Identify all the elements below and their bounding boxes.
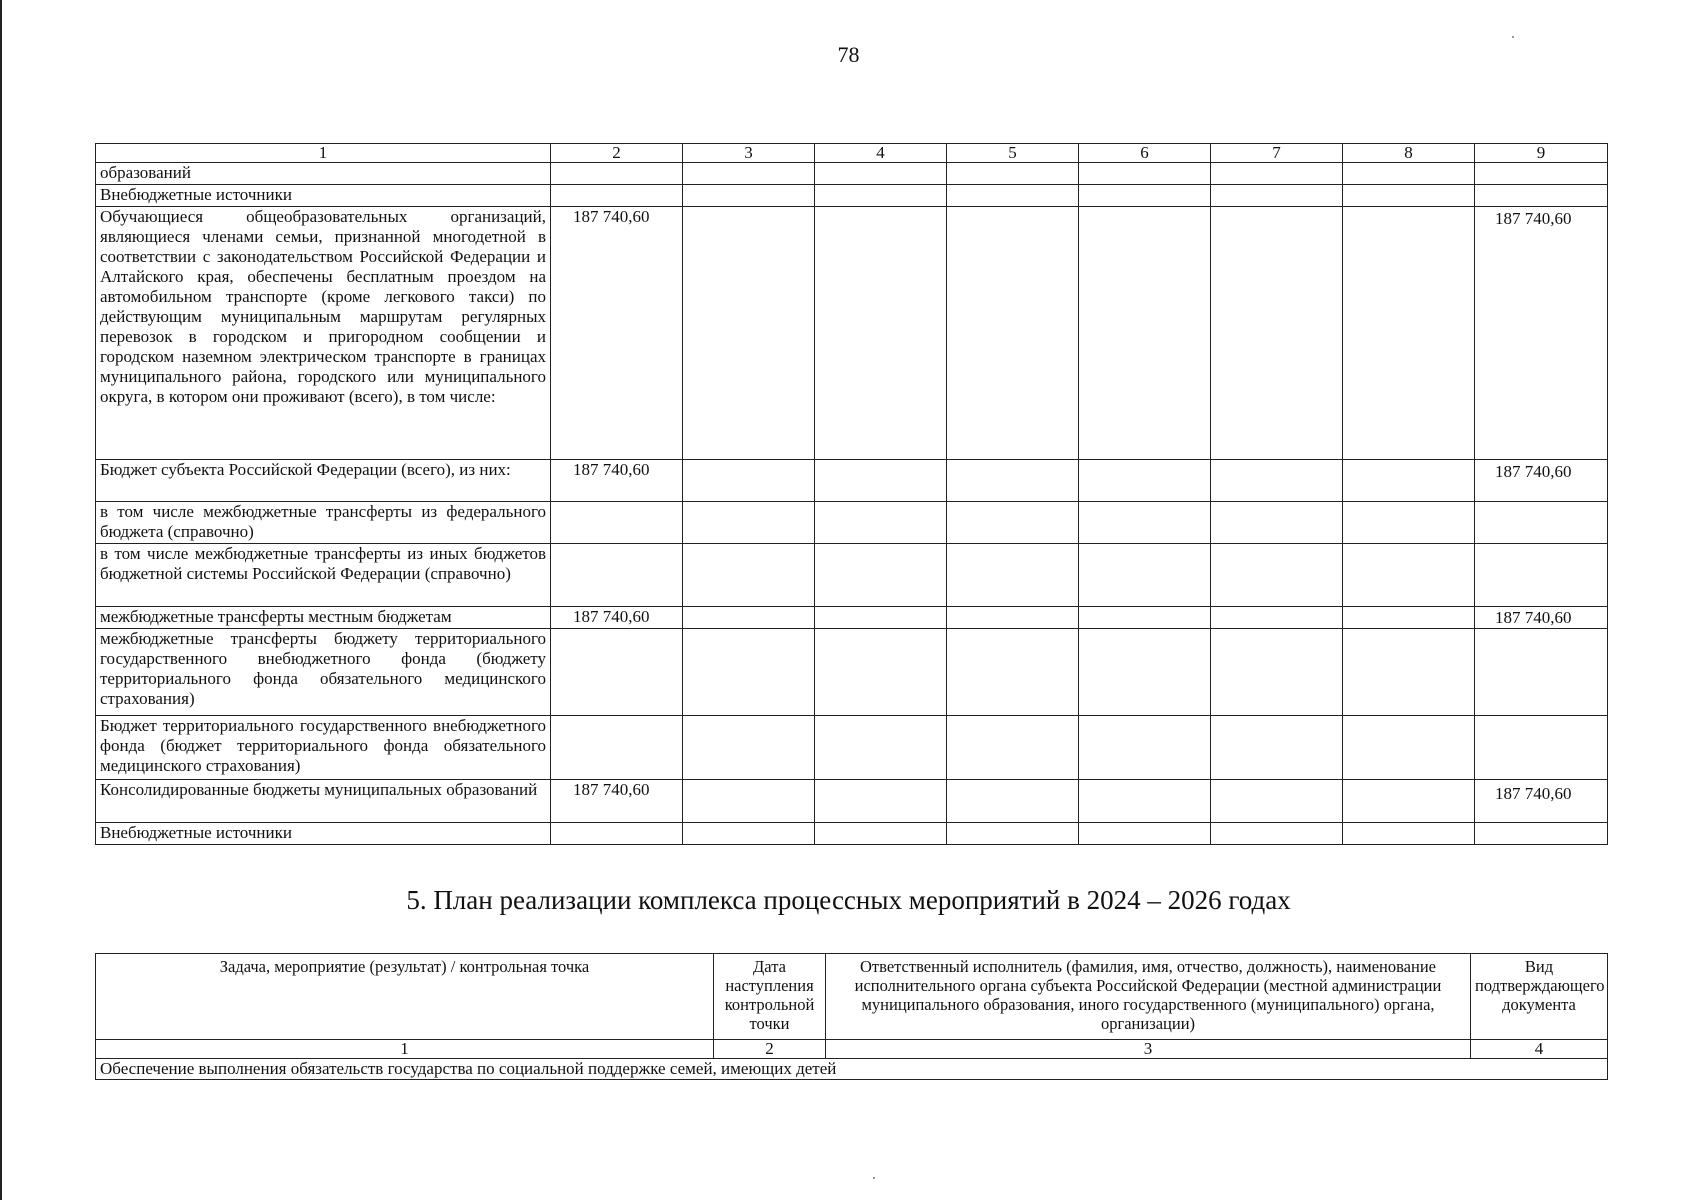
column-number: 9 [1475, 144, 1608, 163]
row-label: Бюджет территориального государственного внебюджетного фонда (бюджет территориального фонда обязательного медицинского страхования) [96, 716, 551, 780]
column-number: 1 [96, 144, 551, 163]
funding-table [95, 143, 1608, 845]
value-col9: 187 740,60 [1475, 207, 1608, 460]
column-number: 5 [947, 144, 1079, 163]
value-col2 [551, 544, 683, 607]
plan-table-header [96, 954, 1608, 1040]
column-number: 2 [714, 1040, 826, 1059]
page-number: 78 [837, 42, 860, 67]
row-label: Внебюджетные источники [96, 823, 551, 845]
value-col2 [551, 629, 683, 716]
value-col2: 187 740,60 [551, 460, 683, 502]
value-col9 [1475, 716, 1608, 780]
task-label: Обеспечение выполнения обязательств государства по социальной поддержке семей, имеющих детей [96, 1059, 1608, 1080]
scan-speck [873, 1177, 875, 1179]
value-col9 [1475, 502, 1608, 544]
header-document: Вид подтверждающего документа [1471, 954, 1608, 1040]
column-number: 3 [683, 144, 815, 163]
value-col2 [551, 185, 683, 207]
value-col2 [551, 716, 683, 780]
row-label: образований [96, 163, 551, 185]
column-number: 4 [1471, 1040, 1608, 1059]
table-row [96, 207, 1608, 460]
funding-table-header [96, 144, 1608, 163]
value-col9 [1475, 823, 1608, 845]
section-title: 5. План реализации комплекса процессных мероприятий в 2024 – 2026 годах [406, 885, 1291, 915]
row-label: в том числе межбюджетные трансферты из иных бюджетов бюджетной системы Российской Федерации (справочно) [96, 544, 551, 607]
header-task: Задача, мероприятие (результат) / контрольная точка [96, 954, 714, 1040]
table-row [96, 163, 1608, 185]
value-col9: 187 740,60 [1475, 607, 1608, 629]
column-number: 4 [815, 144, 947, 163]
header-date: Дата наступления контрольной точки [714, 954, 826, 1040]
table-row [96, 185, 1608, 207]
table-row [96, 460, 1608, 502]
row-label: Внебюджетные источники [96, 185, 551, 207]
task-row [96, 1059, 1608, 1080]
value-col9 [1475, 629, 1608, 716]
column-number: 1 [96, 1040, 714, 1059]
value-col2: 187 740,60 [551, 780, 683, 823]
row-label: межбюджетные трансферты бюджету территориального государственного внебюджетного фонда (бюджету территориального фонда обязательного медицинского страхования) [96, 629, 551, 716]
column-number: 3 [826, 1040, 1471, 1059]
value-col9 [1475, 185, 1608, 207]
value-col9 [1475, 544, 1608, 607]
row-label: в том числе межбюджетные трансферты из федерального бюджета (справочно) [96, 502, 551, 544]
value-col2 [551, 163, 683, 185]
scan-speck [1512, 36, 1514, 38]
table-row [96, 502, 1608, 544]
row-label: межбюджетные трансферты местным бюджетам [96, 607, 551, 629]
value-col2: 187 740,60 [551, 207, 683, 460]
row-label: Бюджет субъекта Российской Федерации (всего), из них: [96, 460, 551, 502]
table-row [96, 823, 1608, 845]
table-row [96, 544, 1608, 607]
row-label: Консолидированные бюджеты муниципальных образований [96, 780, 551, 823]
row-label: Обучающиеся общеобразовательных организаций, являющиеся членами семьи, признанной многодетной в соответствии с законодательством Российской Федерации и Алтайского края, обеспечены бесплатным проездом на автомобильном транспорте (кроме легкового такси) по действующим муниципальным маршрутам регулярных перевозок в городском и пригородном сообщении и городском наземном электрическом транспорте в границах муниципального района, городского или муниципального округа, в котором они проживают (всего), в том числе: [96, 207, 551, 460]
table-row [96, 629, 1608, 716]
table-row [96, 780, 1608, 823]
column-number: 7 [1211, 144, 1343, 163]
page-edge-line [0, 0, 2, 1200]
value-col2: 187 740,60 [551, 607, 683, 629]
value-col2 [551, 502, 683, 544]
plan-table [95, 953, 1608, 1080]
column-number: 8 [1343, 144, 1475, 163]
value-col2 [551, 823, 683, 845]
value-col9: 187 740,60 [1475, 460, 1608, 502]
value-col9: 187 740,60 [1475, 780, 1608, 823]
plan-table-numbers [96, 1040, 1608, 1059]
table-row [96, 607, 1608, 629]
column-number: 6 [1079, 144, 1211, 163]
header-responsible: Ответственный исполнитель (фамилия, имя, отчество, должность), наименование исполнительного органа субъекта Российской Федерации (местной администрации муниципального образования, иного государственного (муниципального) органа, организации) [826, 954, 1471, 1040]
column-number: 2 [551, 144, 683, 163]
table-row [96, 716, 1608, 780]
value-col9 [1475, 163, 1608, 185]
